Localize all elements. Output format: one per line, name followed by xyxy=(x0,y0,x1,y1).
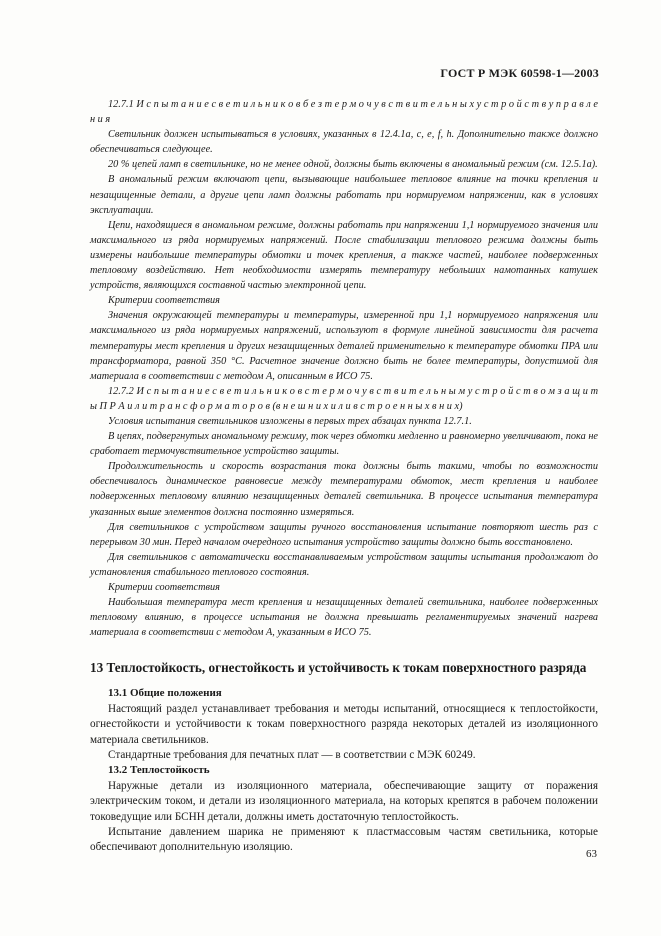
page-number: 63 xyxy=(586,848,597,860)
paragraph: Испытание давлением шарика не применяют к пластмассовым частям светильника, которые обеспечивают дополнительную изоляцию. xyxy=(90,826,598,854)
paragraph: Стандартные требования для печатных плат — в соответствии с МЭК 60249. xyxy=(108,749,476,761)
paragraph: Настоящий раздел устанавливает требования и методы испытаний, относящиеся к теплостойкости, огнестойкости и устойчивости к токам поверхностного разряда некоторых деталей из изоляционного материала светильников. xyxy=(90,702,598,746)
paragraph: Для светильников с автоматически восстанавливаемым устройством защиты испытания продолжают до установления стабильного теплового состояния. xyxy=(90,551,598,578)
subsection-13-2-heading: 13.2 Теплостойкость xyxy=(108,764,210,777)
section-13-heading: 13 Теплостойкость, огнестойкость и устойчивость к токам поверхностного разряда xyxy=(90,660,587,676)
clause-12-7-2-title: 12.7.2 И с п ы т а н и е с в е т и л ь н и к о в с т е р м о ч у в с т в и т е л ь н ы м у с т р о й с т в о м з а щ и т ы П Р А и л и т р а н с ф о р м а т о р о в (в н е ш н и х и л и в с т р о е н н ы х в н и х) xyxy=(90,385,598,412)
subsection-13-1-heading: 13.1 Общие положения xyxy=(108,687,222,700)
paragraph: Наибольшая температура мест крепления и незащищенных деталей светильника, наиболее подверженных тепловому влиянию, в процессе испытания не должна превышать регламентируемых значений нагрева материала в соответствии с методом А, указанным в ИСО 75. xyxy=(90,597,598,639)
document-header: ГОСТ Р МЭК 60598-1—2003 xyxy=(440,66,599,80)
italic-section xyxy=(90,97,598,640)
paragraph: Условия испытания светильников изложены в первых трех абзацах пункта 12.7.1. xyxy=(108,415,472,427)
paragraph: Продолжительность и скорость возрастания тока должны быть такими, чтобы по возможности обеспечивалось динамическое равновесие между температурами обмоток, мест крепления и наиболее подверженных тепловому влиянию незащищенных деталей светильника. В процессе испытания температура указанных выше элементов должна постоянно измеряться. xyxy=(90,461,598,518)
paragraph: Для светильников с устройством защиты ручного восстановления испытание повторяют шесть раз с перерывом 30 мин. Перед началом очередного испытания устройство защиты должно быть восстановлено. xyxy=(90,521,598,548)
paragraph: В аномальный режим включают цепи, вызывающие наибольшее тепловое влияние на точки крепления и незащищенные детали, а другие цепи ламп должны работать при нормируемом напряжении, как в условиях эксплуатации. xyxy=(90,174,598,216)
criteria-heading: Критерии соответствия xyxy=(108,582,220,593)
paragraph: 20 % цепей ламп в светильнике, но не менее одной, должны быть включены в аномальный режим (см. 12.5.1а). xyxy=(108,159,598,171)
paragraph: Значения окружающей температуры и температуры, измеренной при 1,1 нормируемого напряжения или максимального из ряда нормируемых напряжений, используют в формуле линейной зависимости для расчета температуры мест крепления и других незащищенных деталей применительно к температуре обмотки ПРА или трансформатора, равной 350 °С. Расчетное значение должно быть не более температуры, допустимой для материала в соответствии с методом А, описанным в ИСО 75. xyxy=(90,310,598,382)
paragraph: Наружные детали из изоляционного материала, обеспечивающие защиту от поражения электрическим током, и детали из изоляционного материала, на которых крепятся в рабочем положении токоведущие или БСНН детали, должны иметь достаточную теплостойкость. xyxy=(90,779,598,823)
section-13-body xyxy=(90,686,598,855)
page-content xyxy=(90,97,598,856)
paragraph: Светильник должен испытываться в условиях, указанных в 12.4.1а, с, е, f, h. Дополнительно также должно обеспечиваться следующее. xyxy=(90,129,598,156)
paragraph: Цепи, находящиеся в аномальном режиме, должны работать при напряжении 1,1 нормируемого значения или максимального из ряда нормируемых напряжений. После стабилизации теплового режима должны быть измерены наибольшие температуры обмотки и точек крепления, а также частей, наиболее подверженных тепловому воздействию. Нет необходимости измерять температуру небольших намотанных катушек устройств, являющихся составной частью электронной цепи. xyxy=(90,219,598,292)
paragraph: В цепях, подвергнутых аномальному режиму, ток через обмотки медленно и равномерно увеличивают, пока не сработает термочувствительное устройство защиты. xyxy=(90,431,598,458)
criteria-heading: Критерии соответствия xyxy=(108,295,220,307)
clause-12-7-1-title: 12.7.1 И с п ы т а н и е с в е т и л ь н и к о в б е з т е р м о ч у в с т в и т е л ь н ы х у с т р о й с т в у п р а в л е н и я xyxy=(90,99,598,126)
